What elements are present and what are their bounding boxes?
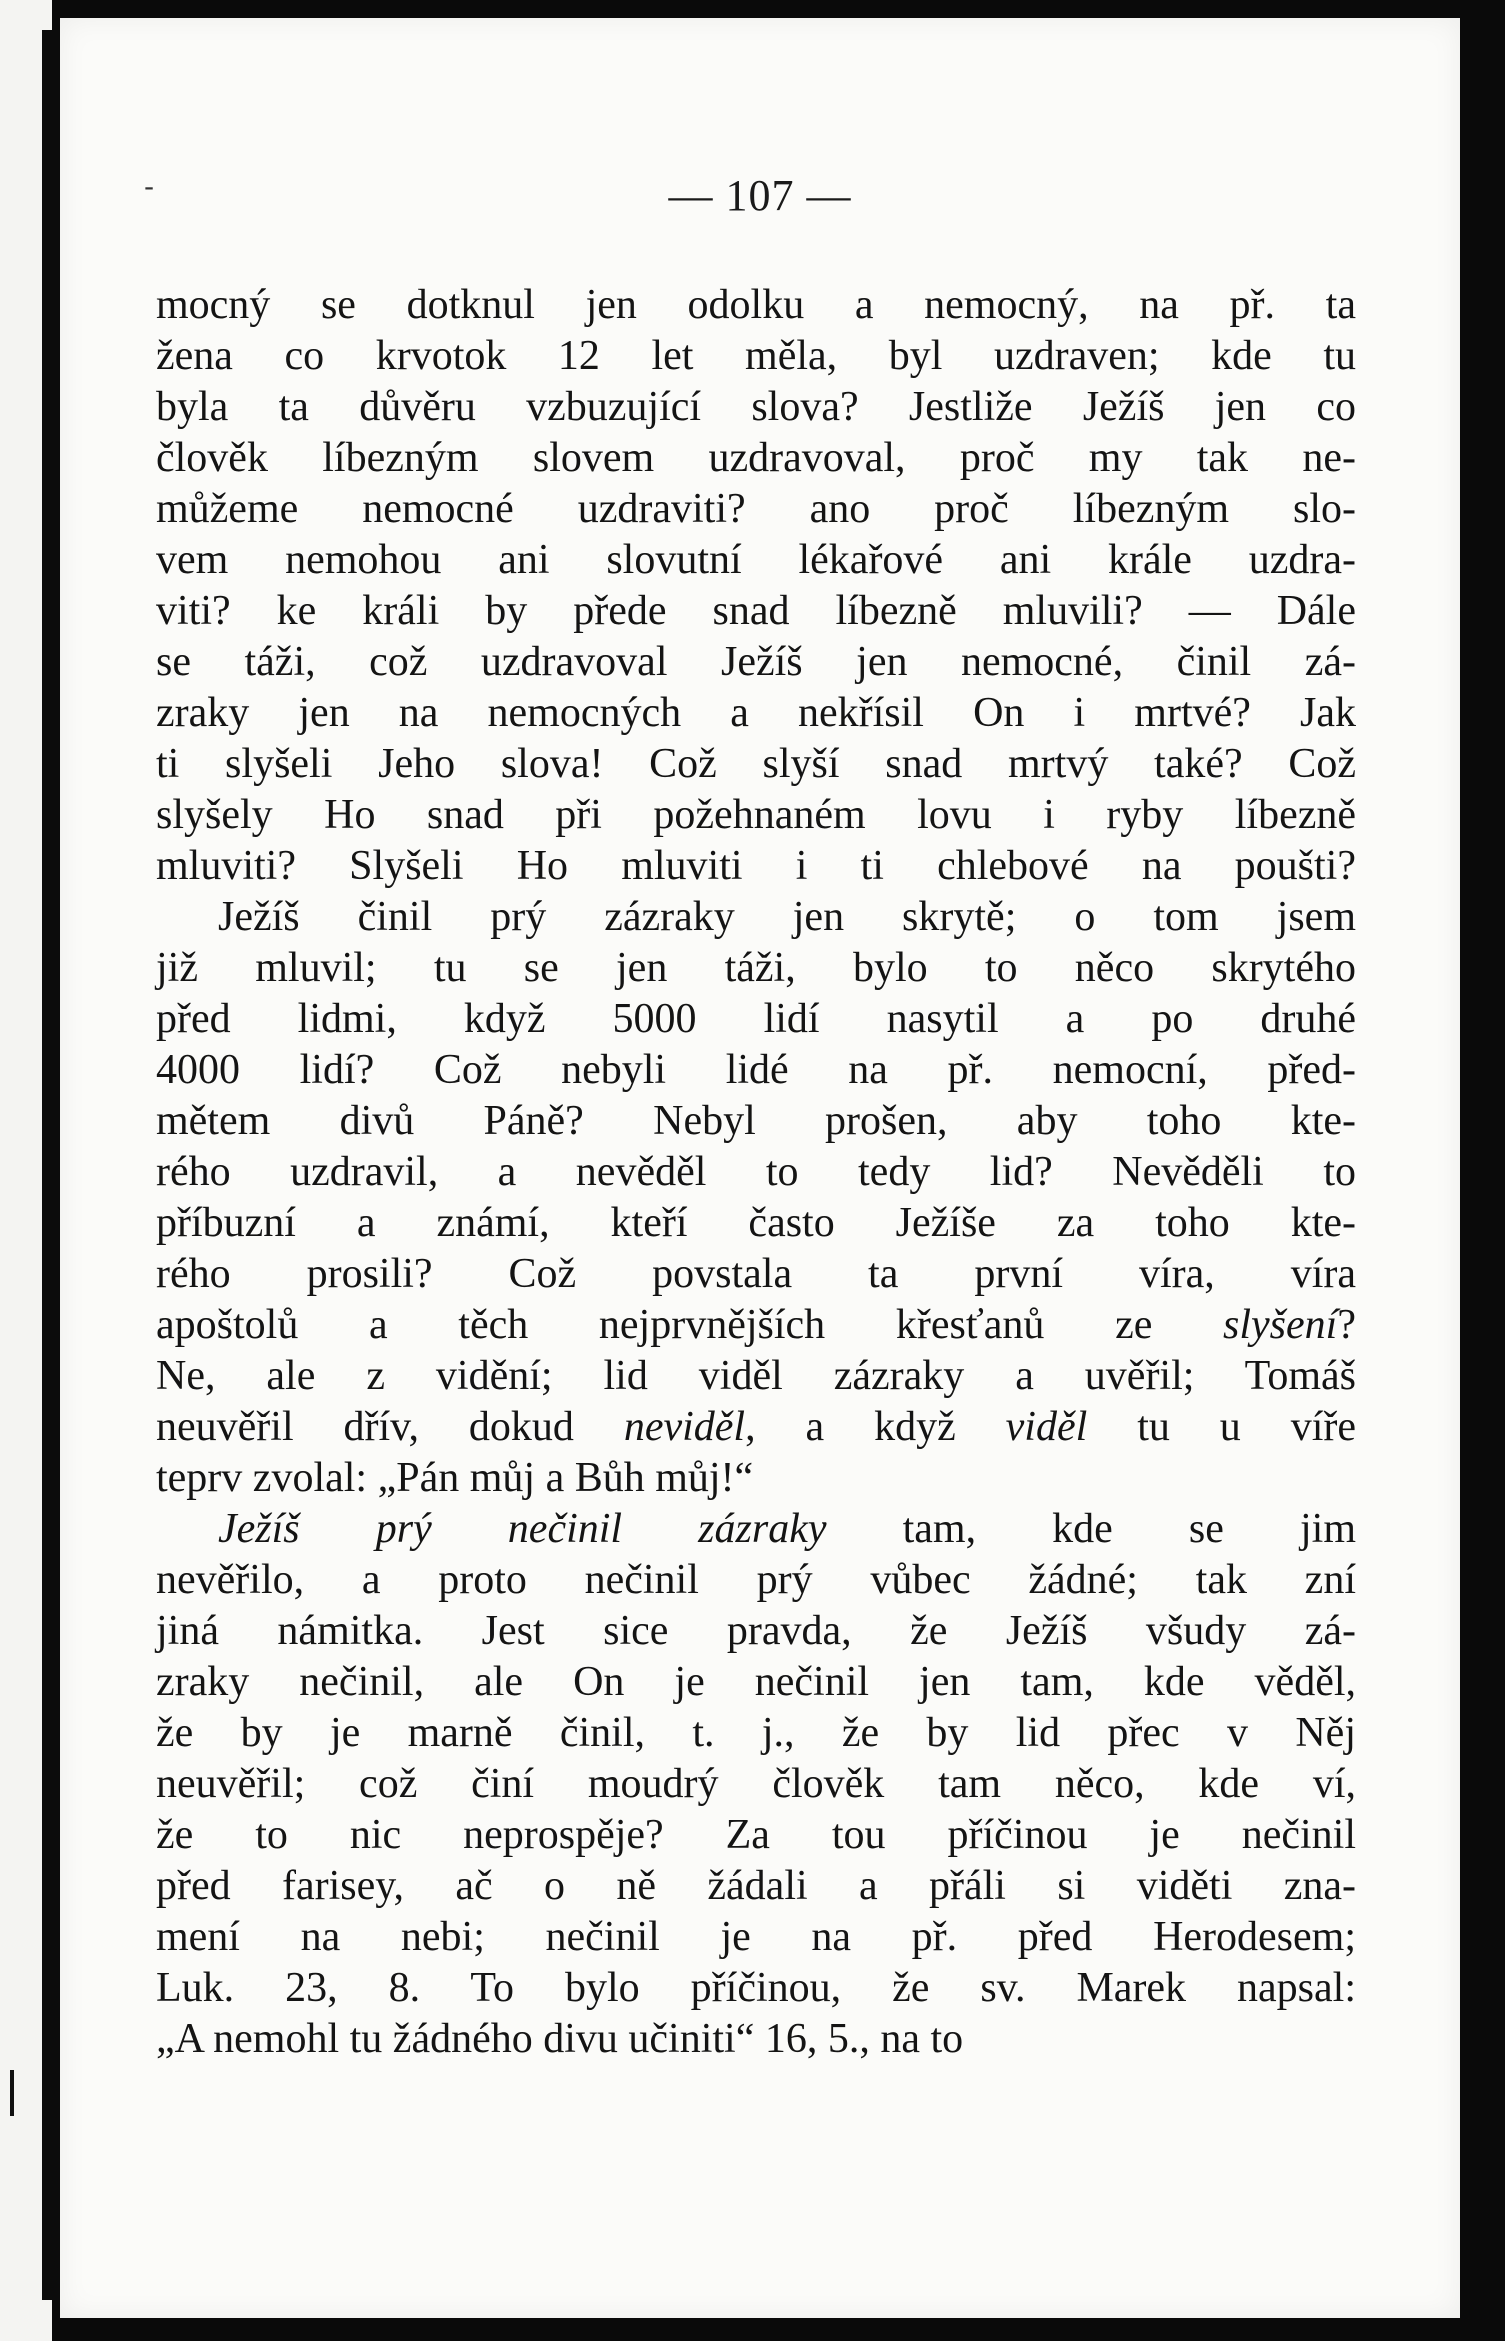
text-line bbox=[156, 1402, 1356, 1453]
text-line bbox=[156, 739, 1356, 790]
text-line bbox=[156, 892, 1356, 943]
line-text: před lidmi, když 5000 lidí nasytil a po druhé bbox=[156, 996, 1356, 1042]
line-text: že by je marně činil, t. j., že by lid přec v Něj bbox=[156, 1710, 1356, 1756]
line-text: rého uzdravil, a nevěděl to tedy lid? Nevěděli to bbox=[156, 1149, 1356, 1195]
line-text: mení na nebi; nečinil je na př. před Herodesem; bbox=[156, 1914, 1356, 1960]
text-line bbox=[156, 1606, 1356, 1657]
text-line bbox=[156, 1810, 1356, 1861]
line-text: vem nemohou ani slovutní lékařové ani krále uzdra- bbox=[156, 537, 1356, 583]
text-line bbox=[156, 1657, 1356, 1708]
line-text: tam, kde se jim bbox=[826, 1506, 1356, 1552]
text-line bbox=[156, 1147, 1356, 1198]
text-line bbox=[156, 331, 1356, 382]
line-text: byla ta důvěru vzbuzující slova? Jestliže Ježíš jen co bbox=[156, 384, 1356, 430]
text-line bbox=[156, 994, 1356, 1045]
emphasized-text: Ježíš prý nečinil zázraky bbox=[218, 1506, 827, 1552]
text-line bbox=[156, 790, 1356, 841]
line-text: neuvěřil; což činí moudrý člověk tam něco, kde ví, bbox=[156, 1761, 1356, 1807]
line-text: před farisey, ač o ně žádali a přáli si viděti zna- bbox=[156, 1863, 1356, 1909]
text-line bbox=[156, 586, 1356, 637]
line-text: mluviti? Slyšeli Ho mluviti i ti chlebové na poušti? bbox=[156, 843, 1356, 889]
line-text: Ne, ale z vidění; lid viděl zázraky a uvěřil; Tomáš bbox=[156, 1353, 1356, 1399]
text-line bbox=[156, 943, 1356, 994]
line-text: apoštolů a těch nejprvnějších křesťanů ze bbox=[156, 1302, 1224, 1348]
line-text: že to nic neprospěje? Za tou příčinou je nečinil bbox=[156, 1812, 1356, 1858]
text-line bbox=[156, 1096, 1356, 1147]
margin-mark bbox=[10, 2070, 14, 2116]
text-line bbox=[156, 535, 1356, 586]
line-text: mocný se dotknul jen odolku a nemocný, na př. ta bbox=[156, 282, 1356, 328]
line-text: člověk líbezným slovem uzdravoval, proč my tak ne- bbox=[156, 435, 1356, 481]
binding-shadow bbox=[42, 30, 60, 2300]
text-line bbox=[156, 484, 1356, 535]
line-text: rého prosili? Což povstala ta první víra, víra bbox=[156, 1251, 1356, 1297]
text-line bbox=[156, 1861, 1356, 1912]
text-line bbox=[156, 382, 1356, 433]
text-line bbox=[156, 637, 1356, 688]
text-line bbox=[156, 433, 1356, 484]
line-text: příbuzní a známí, kteří často Ježíše za toho kte- bbox=[156, 1200, 1356, 1246]
emphasized-text: viděl bbox=[1005, 1404, 1088, 1450]
emphasized-text: neviděl bbox=[623, 1404, 746, 1450]
line-text: již mluvil; tu se jen táži, bylo to něco skrytého bbox=[156, 945, 1356, 991]
text-line bbox=[156, 1045, 1356, 1096]
text-line bbox=[156, 2014, 1356, 2065]
line-text: se táži, což uzdravoval Ježíš jen nemocné, činil zá- bbox=[156, 639, 1356, 685]
line-text: tu u víře bbox=[1087, 1404, 1356, 1450]
text-line bbox=[156, 1708, 1356, 1759]
text-line bbox=[156, 1759, 1356, 1810]
line-text: neuvěřil dřív, dokud bbox=[156, 1404, 624, 1450]
line-text: teprv zvolal: „Pán můj a Bůh můj!“ bbox=[156, 1455, 754, 1501]
text-line bbox=[156, 1912, 1356, 1963]
text-line bbox=[156, 1351, 1356, 1402]
text-line bbox=[156, 1453, 1356, 1504]
text-line bbox=[156, 1963, 1356, 2014]
emphasized-text: slyšení bbox=[1223, 1302, 1338, 1348]
text-line bbox=[156, 1300, 1356, 1351]
line-text: ? bbox=[1337, 1302, 1356, 1348]
line-text: , a když bbox=[745, 1404, 1006, 1450]
text-line bbox=[156, 688, 1356, 739]
line-text: „A nemohl tu žádného divu učiniti“ 16, 5., na to bbox=[156, 2016, 964, 2062]
line-text: mětem divů Páně? Nebyl prošen, aby toho kte- bbox=[156, 1098, 1356, 1144]
text-line bbox=[156, 1555, 1356, 1606]
text-line bbox=[156, 1198, 1356, 1249]
text-line bbox=[156, 1249, 1356, 1300]
line-text: ti slyšeli Jeho slova! Což slyší snad mrtvý také? Což bbox=[156, 741, 1356, 787]
line-text: 4000 lidí? Což nebyli lidé na př. nemocní, před- bbox=[156, 1047, 1356, 1093]
line-text: žena co krvotok 12 let měla, byl uzdraven; kde tu bbox=[156, 333, 1356, 379]
line-text: zraky jen na nemocných a nekřísil On i mrtvé? Jak bbox=[156, 690, 1356, 736]
text-line bbox=[156, 280, 1356, 331]
text-line bbox=[156, 841, 1356, 892]
page-number: — 107 — bbox=[668, 171, 852, 220]
line-text: slyšely Ho snad při požehnaném lovu i ryby líbezně bbox=[156, 792, 1356, 838]
text-line bbox=[156, 1504, 1356, 1555]
line-text: Luk. 23, 8. To bylo příčinou, že sv. Marek napsal: bbox=[156, 1965, 1356, 2011]
book-page bbox=[60, 18, 1460, 2318]
line-text: Ježíš činil prý zázraky jen skrytě; o tom jsem bbox=[218, 894, 1356, 940]
line-text: zraky nečinil, ale On je nečinil jen tam, kde věděl, bbox=[156, 1659, 1356, 1705]
line-text: jiná námitka. Jest sice pravda, že Ježíš všudy zá- bbox=[156, 1608, 1356, 1654]
body-text bbox=[156, 280, 1356, 2065]
line-text: nevěřilo, a proto nečinil prý vůbec žádné; tak zní bbox=[156, 1557, 1356, 1603]
line-text: viti? ke králi by přede snad líbezně mluvili? — Dále bbox=[156, 588, 1356, 634]
line-text: můžeme nemocné uzdraviti? ano proč líbezným slo- bbox=[156, 486, 1356, 532]
corner-mark: - bbox=[144, 170, 155, 203]
